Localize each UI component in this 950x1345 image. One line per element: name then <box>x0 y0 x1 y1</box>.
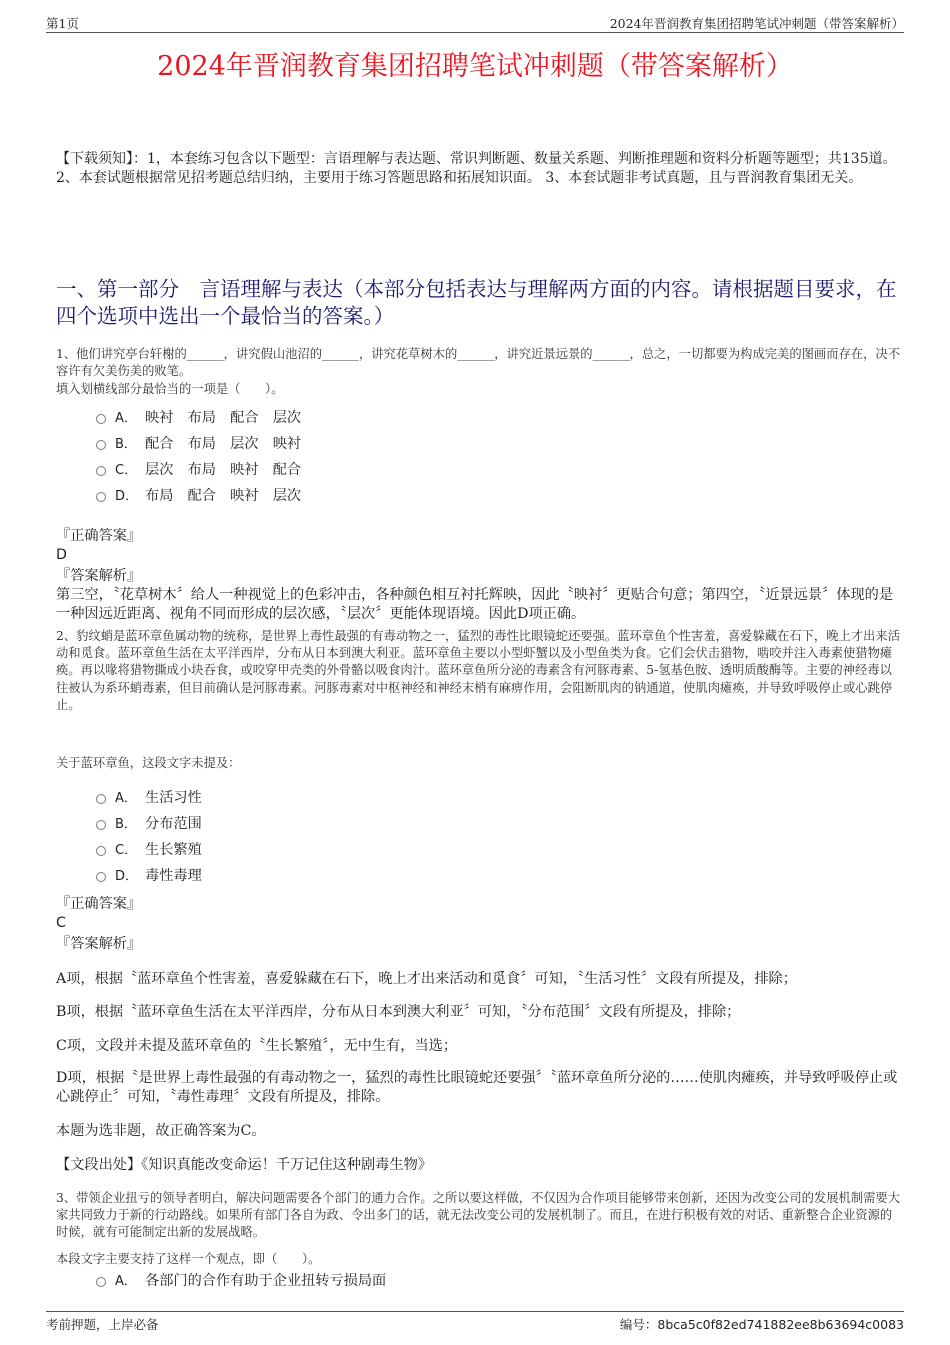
footer-code-value: 8bca5c0f82ed741882ee8b63694c0083 <box>657 1317 904 1332</box>
document-title: 2024年晋润教育集团招聘笔试冲刺题（带答案解析） <box>157 51 793 82</box>
page-footer <box>46 1311 904 1332</box>
option-a[interactable]: A． 映衬 布局 配合 层次 <box>96 405 301 431</box>
answer-label: 『正确答案』 <box>56 896 142 912</box>
analysis-item-d: D项，根据〝是世界上毒性最强的有毒动物之一，猛烈的毒性比眼镜蛇还要强〞〝蓝环章鱼所分泌的……使肌肉瘫痪，并导致呼吸停止或心跳停止〞可知，〝毒性毒理〞文段有所提及，排除。 <box>56 1070 898 1105</box>
footer-code-label: 编号： <box>619 1317 658 1332</box>
radio-icon[interactable] <box>96 440 106 450</box>
footer-slogan: 考前押题，上岸必备 <box>46 1317 159 1332</box>
option-d[interactable]: D． 布局 配合 映衬 层次 <box>96 483 301 509</box>
radio-icon[interactable] <box>96 846 106 856</box>
answer-label: 『正确答案』 <box>56 528 142 544</box>
radio-icon[interactable] <box>96 872 106 882</box>
analysis-item-a: A项，根据〝蓝环章鱼个性害羞，喜爱躲藏在石下，晚上才出来活动和觅食〞可知，〝生活习性〞文段有所提及，排除； <box>56 971 797 987</box>
option-a[interactable]: A． 各部门的合作有助于企业扭转亏损局面 <box>96 1268 386 1294</box>
page-number: 第1页 <box>46 16 79 31</box>
option-a[interactable]: A． 生活习性 <box>96 785 202 811</box>
question-2-prompt: 关于蓝环章鱼，这段文字未提及： <box>56 756 241 770</box>
option-c[interactable]: C． 生长繁殖 <box>96 837 202 863</box>
header-doc-title: 2024年晋润教育集团招聘笔试冲刺题（带答案解析） <box>609 16 904 31</box>
analysis-item-b: B项，根据〝蓝环章鱼生活在太平洋西岸，分布从日本到澳大利亚〞可知，〝分布范围〞文段有所提及，排除； <box>56 1004 741 1020</box>
option-b[interactable]: B． 分布范围 <box>96 811 202 837</box>
radio-icon[interactable] <box>96 820 106 830</box>
radio-icon[interactable] <box>96 414 106 424</box>
question-2-stem: 2、豹纹蛸是蓝环章鱼属动物的统称，是世界上毒性最强的有毒动物之一，猛烈的毒性比眼镜蛇还要强。蓝环章鱼个性害羞，喜爱躲藏在石下，晚上才出来活动和觅食。蓝环章鱼生活在太平洋西岸，分布从日本到澳大利亚。蓝环章鱼主要以小型虾蟹以及小型鱼类为食。它们会伏击猎物，啮咬并注入毒素使猎物瘫痪。再以喙将猎物撕成小块吞食，或咬穿甲壳类的外骨骼以吸食肉汁。蓝环章鱼所分泌的毒素含有河豚毒素、5-氢基色胺、透明质酸酶等。主要的神经毒以往被认为系环蛸毒素，但目前确认是河豚毒素。河豚毒素对中枢神经和神经末梢有麻痹作用，会阻断肌肉的钠通道，使肌肉瘫痪，并导致呼吸停止或心跳停止。 <box>56 629 901 712</box>
option-d[interactable]: D． 毒性毒理 <box>96 863 202 889</box>
page-header <box>46 14 904 33</box>
question-1-stem: 1、他们讲究亭台轩榭的______，讲究假山池沼的______，讲究花草树木的______，讲究近景远景的______，总之，一切都要为构成完美的图画而存在，决不容许有欠美伤美的败笔。 <box>56 347 901 379</box>
question-1-options <box>96 405 301 509</box>
footer-code <box>620 1315 904 1333</box>
analysis-item-c: C项，文段并未提及蓝环章鱼的〝生长繁殖〞，无中生有，当选； <box>56 1038 458 1054</box>
question-1-prompt: 填入划横线部分最恰当的一项是（ ）。 <box>56 382 284 396</box>
question-3-prompt: 本段文字主要支持了这样一个观点，即（ ）。 <box>56 1252 321 1266</box>
radio-icon[interactable] <box>96 794 106 804</box>
answer-value: D <box>56 547 67 563</box>
download-notice: 【下载须知】：1，本套练习包含以下题型：言语理解与表达题、常识判断题、数量关系题、判断推理题和资料分析题等题型；共135道。 2、本套试题根据常见招考题总结归纳，主要用于练习答题思路和拓展知识面。 3、本套试题非考试真题，且与晋润教育集团无关。 <box>56 151 897 186</box>
analysis-conclusion: 本题为选非题，故正确答案为C。 <box>56 1123 266 1139</box>
question-3-stem: 3、带领企业扭亏的领导者明白，解决问题需要各个部门的通力合作。之所以要这样做，不仅因为合作项目能够带来创新，还因为改变公司的发展机制需要大家共同致力于新的行动路线。如果所有部门各自为政、令出多门的话，就无法改变公司的发展机制了。而且，在进行积极有效的对话、重新整合企业资源的时候，就有可能制定出新的发展战略。 <box>56 1191 901 1240</box>
section-heading: 一、第一部分 言语理解与表达（本部分包括表达与理解两方面的内容。请根据题目要求，在四个选项中选出一个最恰当的答案。） <box>56 277 897 328</box>
radio-icon[interactable] <box>96 492 106 502</box>
radio-icon[interactable] <box>96 1277 106 1287</box>
question-2-options <box>96 785 202 889</box>
analysis-label: 『答案解析』 <box>56 568 142 584</box>
analysis-label: 『答案解析』 <box>56 936 142 952</box>
answer-value: C <box>56 915 66 931</box>
question-3-options <box>96 1268 386 1294</box>
radio-icon[interactable] <box>96 466 106 476</box>
option-c[interactable]: C． 层次 布局 映衬 配合 <box>96 457 301 483</box>
analysis-source: 【文段出处】《知识真能改变命运！千万记住这种剧毒生物》 <box>56 1157 432 1173</box>
analysis-text: 第三空，〝花草树木〞给人一种视觉上的色彩冲击，各种颜色相互衬托辉映，因此〝映衬〞更贴合句意；第四空，〝近景远景〞体现的是一种因远近距离、视角不同而形成的层次感，〝层次〞更能体现语境。因此D项正确。 <box>56 587 894 622</box>
option-b[interactable]: B． 配合 布局 层次 映衬 <box>96 431 301 457</box>
